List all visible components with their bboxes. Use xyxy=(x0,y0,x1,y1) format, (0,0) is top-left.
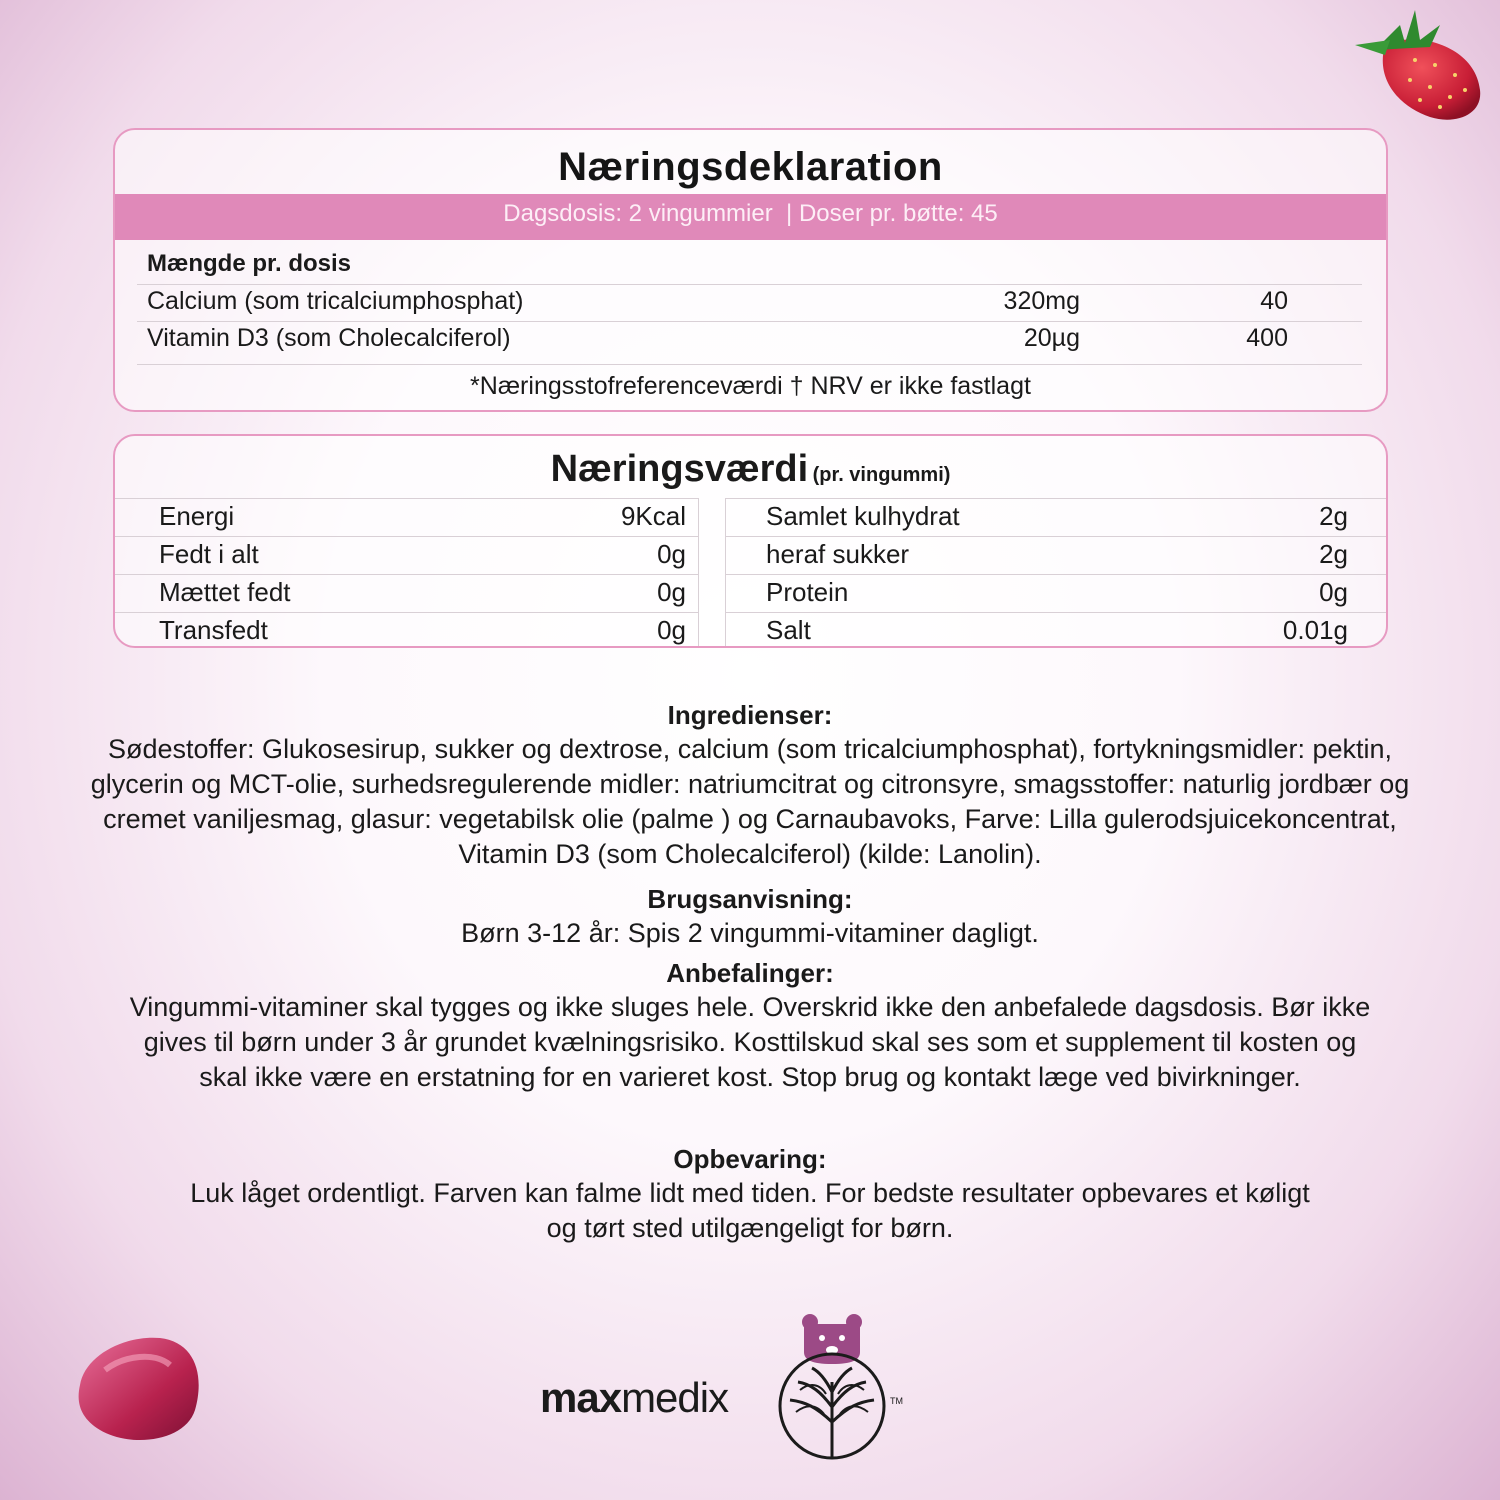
usage-section xyxy=(60,882,1440,951)
strawberry-image xyxy=(1345,5,1485,125)
nutrition-row xyxy=(115,498,698,536)
nutrition-panel xyxy=(113,434,1388,648)
storage-section xyxy=(190,1142,1310,1246)
nutrition-value: 0g xyxy=(657,539,686,569)
storage-text: Luk låget ordentligt. Farven kan falme lidt med tiden. For bedste resultater opbevares et køligt og tørt sted utilgængeligt for børn. xyxy=(190,1178,1310,1243)
brand-light: medix xyxy=(621,1374,729,1421)
nutrition-row xyxy=(726,612,1388,648)
usage-heading: Brugsanvisning: xyxy=(647,884,853,914)
nutrition-title-text: Næringsværdi xyxy=(550,448,809,490)
nutrition-value: 9Kcal xyxy=(620,501,686,531)
nutrition-subtitle: (pr. vingummi) xyxy=(812,464,951,486)
nutrition-row xyxy=(115,536,698,574)
nutrition-value: 0g xyxy=(1319,577,1348,607)
nutrient-nrv: 40 xyxy=(1260,287,1288,315)
nutrition-value: 2g xyxy=(1319,539,1348,569)
divider xyxy=(137,364,1362,365)
declaration-title: Næringsdeklaration xyxy=(558,145,943,189)
nrv-footnote: *Næringsstofreferenceværdi † NRV er ikke fastlagt xyxy=(470,372,1031,400)
nutrition-value: 0g xyxy=(657,615,686,645)
nutrition-name: Energi xyxy=(159,501,235,531)
nutrition-name: Transfedt xyxy=(159,615,268,645)
amount-header: Mængde pr. dosis xyxy=(147,250,352,277)
nutrition-name: Samlet kulhydrat xyxy=(766,501,960,531)
storage-heading: Opbevaring: xyxy=(673,1144,827,1174)
nutrient-name: Vitamin D3 (som Cholecalciferol) xyxy=(147,324,511,352)
nutrition-right-column xyxy=(725,498,1388,648)
gummy-image xyxy=(70,1330,220,1450)
nutrition-name: Fedt i alt xyxy=(159,539,259,569)
dose-info-bar: Dagsdosis: 2 vingummier | Doser pr. bøtte: 45 xyxy=(115,194,1386,240)
nutrition-title xyxy=(115,436,1386,498)
brand-name xyxy=(540,1374,728,1422)
nutrient-nrv: 400 xyxy=(1246,324,1288,352)
declaration-row xyxy=(137,321,1362,360)
nutrition-left-column xyxy=(115,498,699,648)
nutrient-amount: 20µg xyxy=(1023,324,1080,352)
brand-bold: max xyxy=(540,1374,622,1421)
nutrition-name: Salt xyxy=(766,615,811,645)
declaration-panel xyxy=(113,128,1388,412)
nutrition-value: 0.01g xyxy=(1282,615,1348,645)
trademark: TM xyxy=(890,1396,903,1406)
nutrition-name: heraf sukker xyxy=(766,539,910,569)
recommendations-heading: Anbefalinger: xyxy=(666,958,834,988)
ingredients-section xyxy=(60,698,1440,872)
ingredients-heading: Ingredienser: xyxy=(667,700,833,730)
recommendations-section xyxy=(120,956,1380,1095)
nutrition-value: 2g xyxy=(1319,501,1348,531)
ingredients-text: Sødestoffer: Glukosesirup, sukker og dextrose, calcium (som tricalciumphosphat), fortykningsmidler: pektin, glycerin og MCT-olie, surhedsregulerende midler: natriumcitrat og citronsyre, smagsstoffer: naturlig jordbær og cremet vaniljesmag, glasur: vegetabilsk olie (palme ) og Carnaubavoks, Farve: Lilla gulerodsjuicekoncentrat, Vitamin D3 (som Cholecalciferol) (kilde: Lanolin). xyxy=(90,734,1410,869)
nutrition-name: Protein xyxy=(766,577,849,607)
nutrition-row xyxy=(115,574,698,612)
declaration-row xyxy=(137,284,1362,323)
nutrition-row xyxy=(726,574,1388,612)
usage-text: Børn 3-12 år: Spis 2 vingummi-vitaminer dagligt. xyxy=(461,918,1039,948)
nutrient-name: Calcium (som tricalciumphosphat) xyxy=(147,287,524,315)
recommendations-text: Vingummi-vitaminer skal tygges og ikke sluges hele. Overskrid ikke den anbefalede dagsdosis. Bør ikke gives til børn under 3 år grundet kvælningsrisiko. Kosttilskud skal ses som et supplement til kosten og skal ikke være en erstatning for en varieret kost. Stop brug og kontakt læge ved bivirkninger. xyxy=(129,992,1371,1092)
maxmedix-logo xyxy=(540,1312,920,1462)
bear-tree-icon xyxy=(776,1312,888,1462)
nutrition-row xyxy=(726,498,1388,536)
nutrition-row xyxy=(115,612,698,648)
nutrition-name: Mættet fedt xyxy=(159,577,291,607)
nutrition-value: 0g xyxy=(657,577,686,607)
nutrient-amount: 320mg xyxy=(1003,287,1080,315)
nutrition-row xyxy=(726,536,1388,574)
